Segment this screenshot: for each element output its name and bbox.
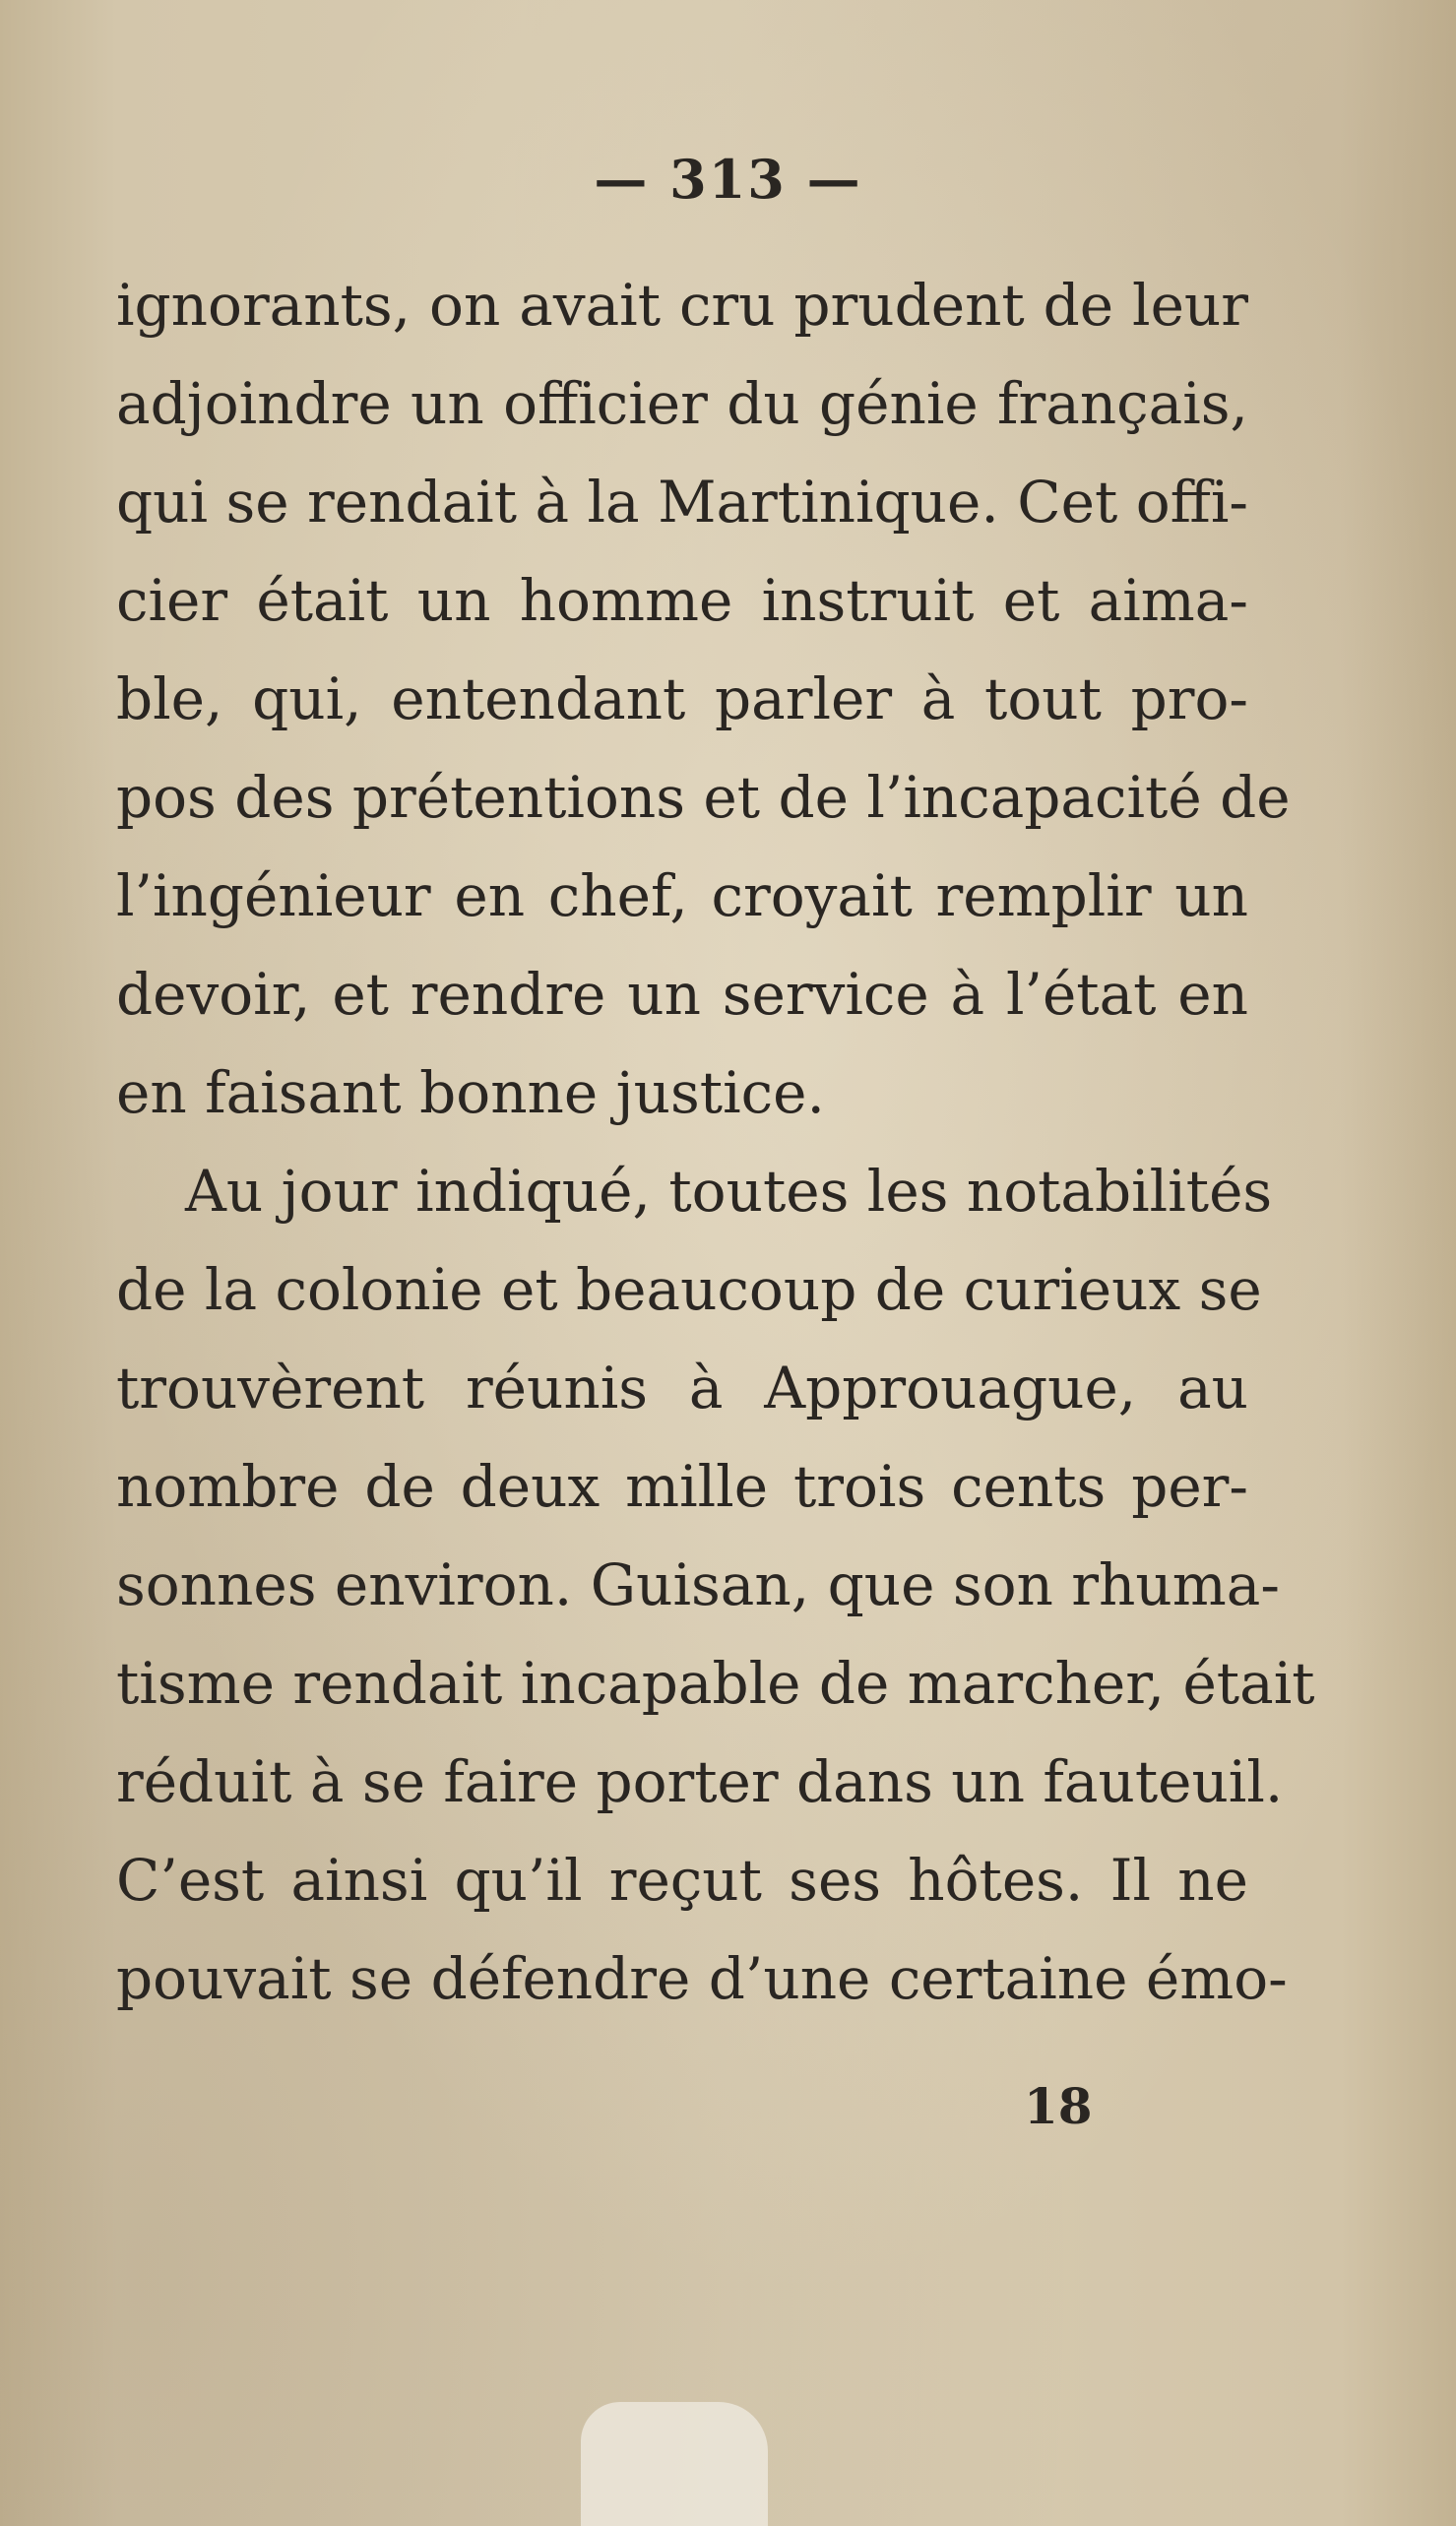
text-line: tisme rendait incapable de marcher, était bbox=[116, 1650, 1315, 1717]
page-number: — 313 — bbox=[594, 148, 862, 211]
text-line: C’est ainsi qu’il reçut ses hôtes. Il ne bbox=[116, 1847, 1248, 1914]
text-line: qui se rendait à la Martinique. Cet offi- bbox=[116, 469, 1248, 536]
text-line: pos des prétentions et de l’incapacité de bbox=[116, 764, 1291, 831]
paper-damage bbox=[581, 2402, 768, 2526]
text-line: réduit à se faire porter dans un fauteuil. bbox=[116, 1748, 1284, 1815]
text-line: ignorants, on avait cru prudent de leur bbox=[116, 272, 1248, 339]
text-line: devoir, et rendre un service à l’état en bbox=[116, 961, 1248, 1028]
text-line: sonnes environ. Guisan, que son rhuma- bbox=[116, 1551, 1280, 1618]
text-line: de la colonie et beaucoup de curieux se bbox=[116, 1256, 1262, 1323]
text-line: adjoindre un officier du génie français, bbox=[116, 370, 1248, 437]
text-line: pouvait se défendre d’une certaine émo- bbox=[116, 1945, 1288, 2012]
text-line: en faisant bonne justice. bbox=[116, 1059, 825, 1126]
text-line: trouvèrent réunis à Approuague, au bbox=[116, 1355, 1248, 1421]
text-line: ble, qui, entendant parler à tout pro- bbox=[116, 665, 1248, 732]
text-line: Au jour indiqué, toutes les notabilités bbox=[185, 1158, 1273, 1225]
signature-mark: 18 bbox=[1024, 2077, 1093, 2135]
text-line: l’ingénieur en chef, croyait remplir un bbox=[116, 862, 1248, 929]
text-line: nombre de deux mille trois cents per- bbox=[116, 1453, 1248, 1520]
body-text bbox=[116, 256, 1315, 2028]
text-line: cier était un homme instruit et aima- bbox=[116, 567, 1248, 634]
